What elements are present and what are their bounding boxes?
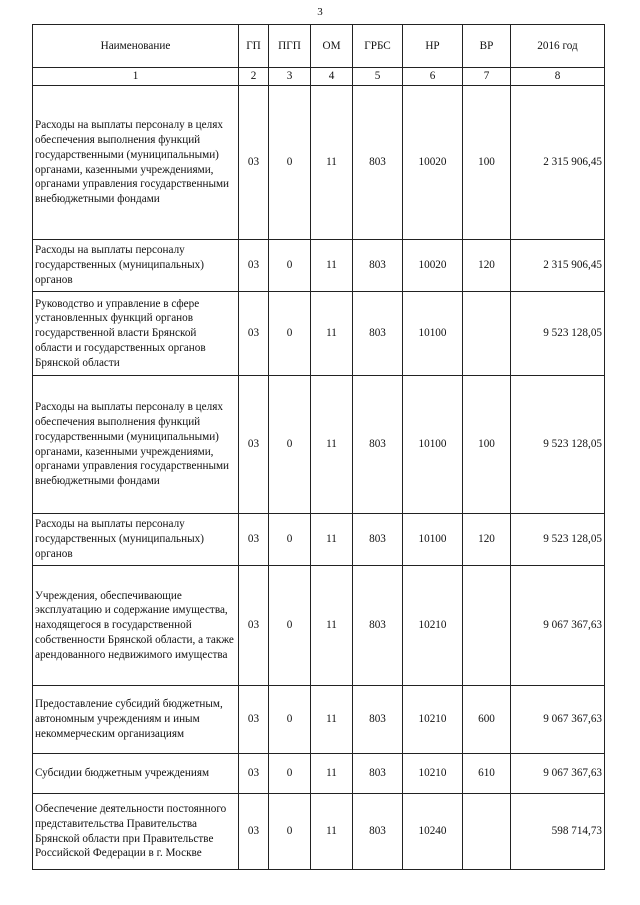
- row-amount-cell: 9 523 128,05: [511, 514, 605, 566]
- row-gp-cell: 03: [239, 86, 269, 240]
- row-vr-cell: [463, 292, 511, 376]
- row-gp-cell: 03: [239, 754, 269, 794]
- table-row: [33, 754, 605, 794]
- row-name-cell: Обеспечение деятельности постоянного представительства Правительства Брянской области при Правительстве Российской Федерации в г. Москве: [33, 794, 239, 870]
- row-vr-cell: [463, 566, 511, 686]
- header-grbs: ГРБС: [353, 25, 403, 68]
- row-name-cell: Расходы на выплаты персоналу государственных (муниципальных) органов: [33, 514, 239, 566]
- row-grbs-cell: 803: [353, 794, 403, 870]
- row-grbs-cell: 803: [353, 292, 403, 376]
- header-om: ОМ: [311, 25, 353, 68]
- row-om-cell: 11: [311, 240, 353, 292]
- row-pgp-cell: 0: [269, 292, 311, 376]
- table-row: [33, 86, 605, 240]
- row-gp-cell: 03: [239, 376, 269, 514]
- row-amount-cell: 9 523 128,05: [511, 292, 605, 376]
- row-pgp-cell: 0: [269, 376, 311, 514]
- row-name-cell: Расходы на выплаты персоналу в целях обеспечения выполнения функций государственными (муниципальными) органами, казенными учреждениями, органами управления государственными внебюджетными фондами: [33, 86, 239, 240]
- row-vr-cell: 120: [463, 514, 511, 566]
- row-om-cell: 11: [311, 86, 353, 240]
- row-name-cell: Расходы на выплаты персоналу государственных (муниципальных) органов: [33, 240, 239, 292]
- row-amount-cell: 9 067 367,63: [511, 754, 605, 794]
- table-row: [33, 514, 605, 566]
- row-name-cell: Предоставление субсидий бюджетным, автономным учреждениям и иным некоммерческим организациям: [33, 686, 239, 754]
- row-vr-cell: 100: [463, 86, 511, 240]
- row-gp-cell: 03: [239, 686, 269, 754]
- row-nr-cell: 10240: [403, 794, 463, 870]
- row-nr-cell: 10020: [403, 86, 463, 240]
- row-nr-cell: 10210: [403, 754, 463, 794]
- row-gp-cell: 03: [239, 794, 269, 870]
- column-number: 6: [403, 68, 463, 86]
- row-om-cell: 11: [311, 292, 353, 376]
- row-grbs-cell: 803: [353, 686, 403, 754]
- table-row: [33, 794, 605, 870]
- page-number: 3: [317, 6, 323, 18]
- header-year: 2016 год: [511, 25, 605, 68]
- table-row: [33, 292, 605, 376]
- header-vr: ВР: [463, 25, 511, 68]
- budget-table: [32, 24, 605, 870]
- row-gp-cell: 03: [239, 514, 269, 566]
- row-grbs-cell: 803: [353, 376, 403, 514]
- row-vr-cell: 100: [463, 376, 511, 514]
- row-om-cell: 11: [311, 754, 353, 794]
- header-nr: НР: [403, 25, 463, 68]
- row-nr-cell: 10210: [403, 566, 463, 686]
- row-amount-cell: 9 523 128,05: [511, 376, 605, 514]
- table-header-row: [33, 25, 605, 68]
- row-grbs-cell: 803: [353, 566, 403, 686]
- row-grbs-cell: 803: [353, 240, 403, 292]
- row-nr-cell: 10020: [403, 240, 463, 292]
- row-pgp-cell: 0: [269, 686, 311, 754]
- row-om-cell: 11: [311, 566, 353, 686]
- row-pgp-cell: 0: [269, 240, 311, 292]
- column-number-row: [33, 68, 605, 86]
- header-pgp: ПГП: [269, 25, 311, 68]
- header-name: Наименование: [33, 25, 239, 68]
- table-body: [33, 86, 605, 870]
- row-pgp-cell: 0: [269, 566, 311, 686]
- row-nr-cell: 10210: [403, 686, 463, 754]
- row-amount-cell: 598 714,73: [511, 794, 605, 870]
- column-number: 2: [239, 68, 269, 86]
- row-amount-cell: 2 315 906,45: [511, 240, 605, 292]
- row-om-cell: 11: [311, 514, 353, 566]
- row-nr-cell: 10100: [403, 514, 463, 566]
- row-name-cell: Субсидии бюджетным учреждениям: [33, 754, 239, 794]
- table-row: [33, 240, 605, 292]
- row-gp-cell: 03: [239, 566, 269, 686]
- column-number: 4: [311, 68, 353, 86]
- row-name-cell: Расходы на выплаты персоналу в целях обеспечения выполнения функций государственными (муниципальными) органами, казенными учреждениями, органами управления государственными внебюджетными фондами: [33, 376, 239, 514]
- row-pgp-cell: 0: [269, 86, 311, 240]
- row-gp-cell: 03: [239, 292, 269, 376]
- row-name-cell: Учреждения, обеспечивающие эксплуатацию и содержание имущества, находящегося в государственной собственности Брянской области, а также арендованного недвижимого имущества: [33, 566, 239, 686]
- row-name-cell: Руководство и управление в сфере установленных функций органов государственной власти Брянской области и государственных органов Брянской области: [33, 292, 239, 376]
- row-nr-cell: 10100: [403, 292, 463, 376]
- row-om-cell: 11: [311, 376, 353, 514]
- table-row: [33, 686, 605, 754]
- row-grbs-cell: 803: [353, 754, 403, 794]
- row-amount-cell: 9 067 367,63: [511, 566, 605, 686]
- column-number: 7: [463, 68, 511, 86]
- row-grbs-cell: 803: [353, 514, 403, 566]
- row-vr-cell: [463, 794, 511, 870]
- column-number: 5: [353, 68, 403, 86]
- header-gp: ГП: [239, 25, 269, 68]
- row-vr-cell: 610: [463, 754, 511, 794]
- row-nr-cell: 10100: [403, 376, 463, 514]
- column-number: 8: [511, 68, 605, 86]
- table-row: [33, 376, 605, 514]
- row-gp-cell: 03: [239, 240, 269, 292]
- row-grbs-cell: 803: [353, 86, 403, 240]
- column-number: 3: [269, 68, 311, 86]
- row-vr-cell: 600: [463, 686, 511, 754]
- row-amount-cell: 2 315 906,45: [511, 86, 605, 240]
- row-pgp-cell: 0: [269, 754, 311, 794]
- table-row: [33, 566, 605, 686]
- row-amount-cell: 9 067 367,63: [511, 686, 605, 754]
- column-number: 1: [33, 68, 239, 86]
- row-om-cell: 11: [311, 794, 353, 870]
- row-pgp-cell: 0: [269, 794, 311, 870]
- row-pgp-cell: 0: [269, 514, 311, 566]
- row-vr-cell: 120: [463, 240, 511, 292]
- row-om-cell: 11: [311, 686, 353, 754]
